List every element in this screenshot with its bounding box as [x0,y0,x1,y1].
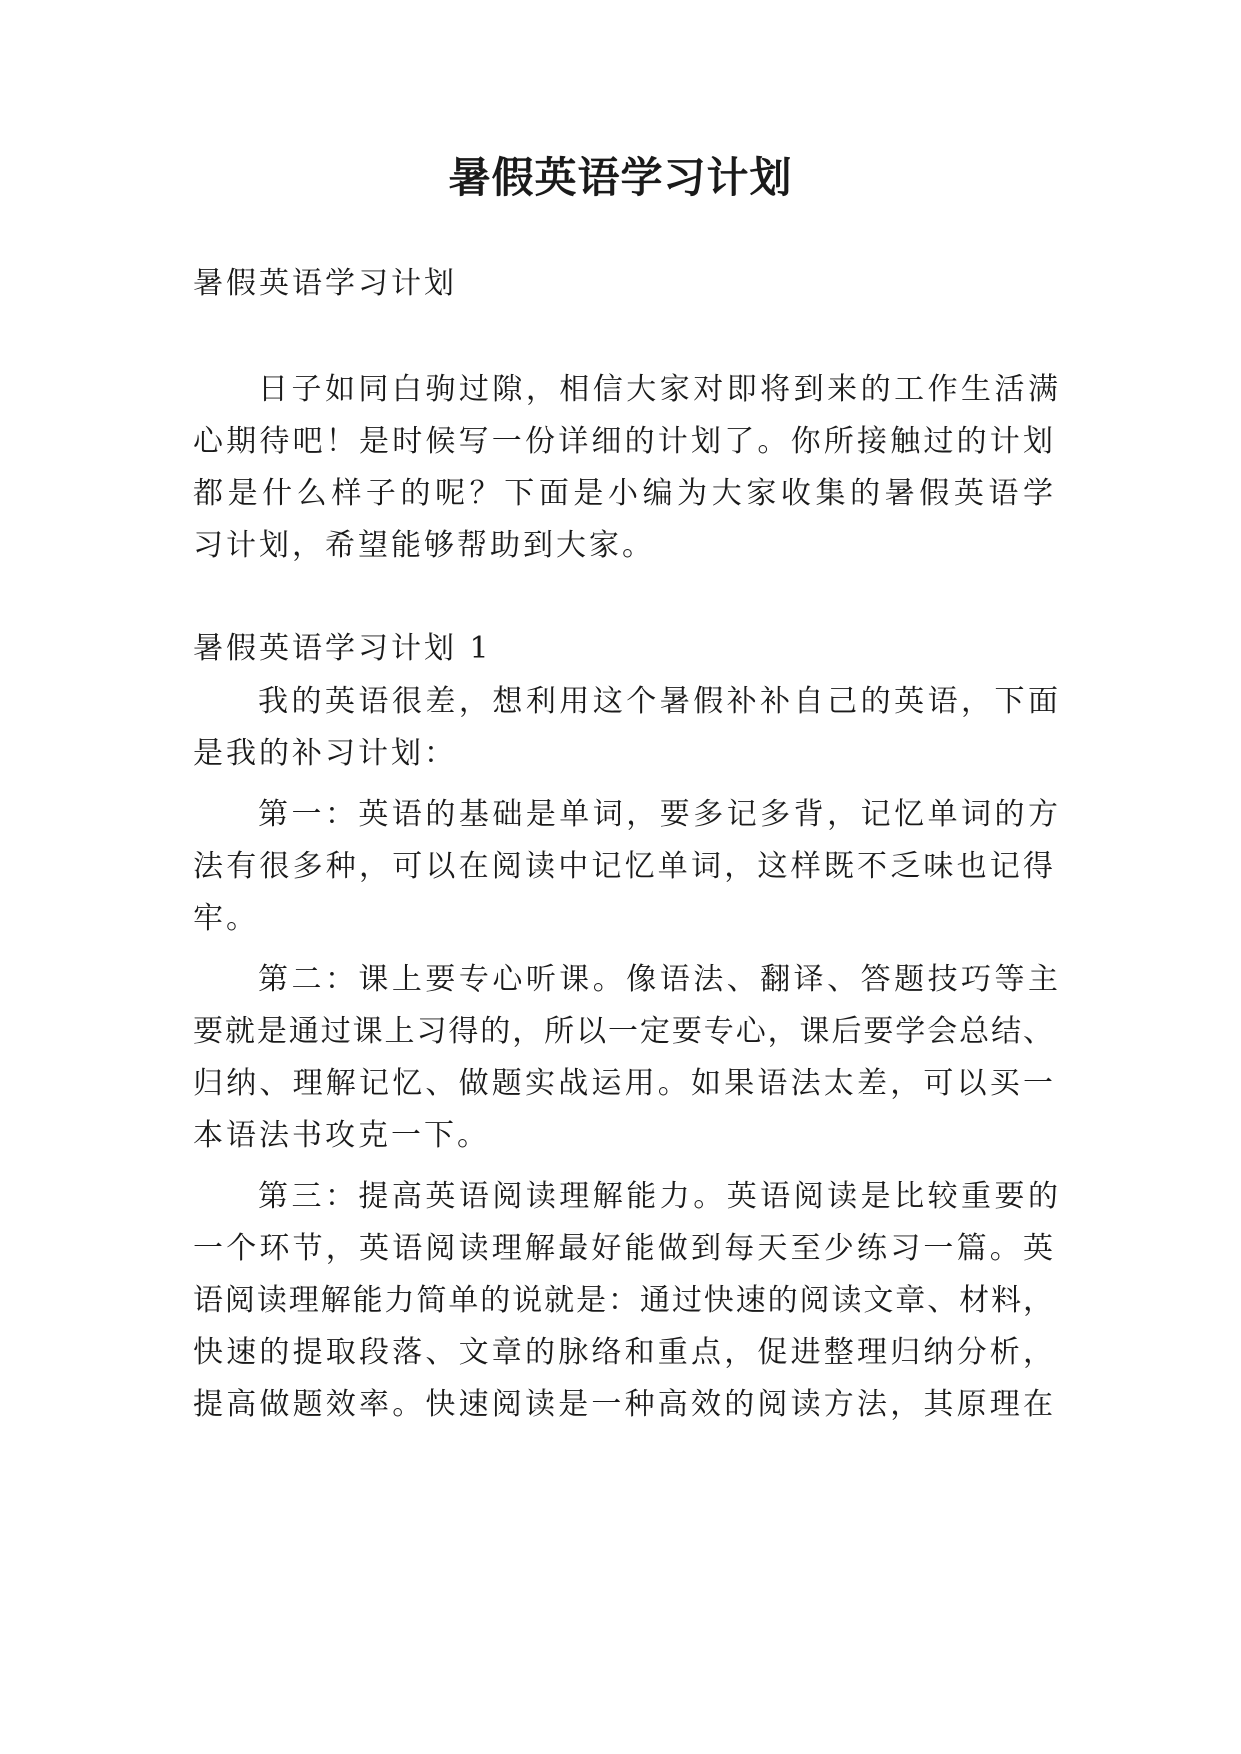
intro-line-1: 日子如同白驹过隙，相信大家对即将到来的工作生活满 [258,372,1058,407]
intro-line-2: 心期待吧！是时候写一份详细的计划了。你所接触过的计划 [193,424,1053,459]
p2-line-1: 第一：英语的基础是单词，要多记多背，记忆单词的方 [258,797,1058,832]
p1-line-2: 是我的补习计划： [193,736,457,771]
section-heading-1: 暑假英语学习计划 1 [193,631,492,666]
document-title: 暑假英语学习计划 [448,153,793,202]
p4-line-5: 提高做题效率。快速阅读是一种高效的阅读方法，其原理在 [193,1387,1053,1422]
p4-line-4: 快速的提取段落、文章的脉络和重点，促进整理归纳分析， [193,1335,1053,1370]
p1-line-1: 我的英语很差，想利用这个暑假补补自己的英语，下面 [258,684,1058,719]
p3-line-4: 本语法书攻克一下。 [193,1118,490,1153]
p4-line-1: 第三：提高英语阅读理解能力。英语阅读是比较重要的 [258,1179,1058,1214]
p3-line-2: 要就是通过课上习得的，所以一定要专心，课后要学会总结、 [193,1014,1053,1049]
p3-line-1: 第二：课上要专心听课。像语法、翻译、答题技巧等主 [258,962,1058,997]
p2-line-2: 法有很多种，可以在阅读中记忆单词，这样既不乏味也记得 [193,849,1053,884]
intro-line-3: 都是什么样子的呢？下面是小编为大家收集的暑假英语学 [193,476,1053,511]
p4-line-3: 语阅读理解能力简单的说就是：通过快速的阅读文章、材料， [193,1283,1053,1318]
p4-line-2: 一个环节，英语阅读理解最好能做到每天至少练习一篇。英 [193,1231,1053,1266]
document-subtitle: 暑假英语学习计划 [193,266,457,301]
p2-line-3: 牢。 [193,901,259,936]
p3-line-3: 归纳、理解记忆、做题实战运用。如果语法太差，可以买一 [193,1066,1053,1101]
intro-line-4: 习计划，希望能够帮助到大家。 [193,528,655,563]
